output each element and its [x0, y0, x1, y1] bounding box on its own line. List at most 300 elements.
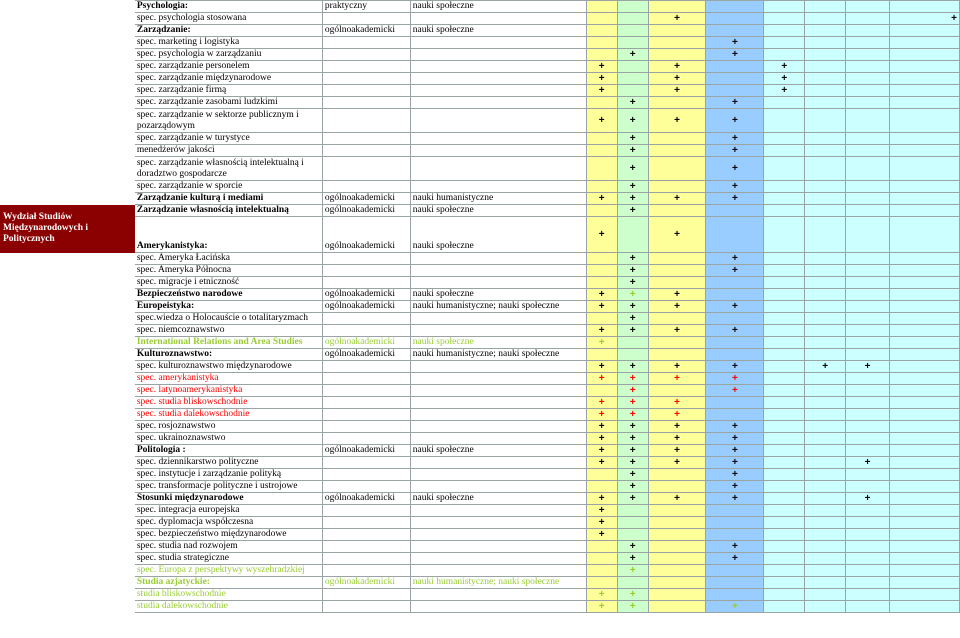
table-row: [1, 85, 960, 97]
blank-cell: [1, 541, 135, 553]
mark-cell: [890, 73, 960, 85]
program-profile: [322, 541, 410, 553]
mark-cell: [586, 25, 617, 37]
program-field: nauki społeczne: [410, 289, 586, 301]
mark-cell: [846, 385, 890, 397]
mark-cell: [586, 349, 617, 361]
mark-cell: +: [648, 457, 706, 469]
program-name: spec. dziennikarstwo polityczne: [134, 457, 322, 469]
mark-cell: [805, 25, 846, 37]
mark-cell: [846, 565, 890, 577]
program-field: nauki humanistyczne: [410, 193, 586, 205]
mark-cell: [890, 49, 960, 61]
mark-cell: [846, 469, 890, 481]
blank-cell: [1, 157, 135, 181]
mark-cell: [890, 445, 960, 457]
mark-cell: +: [706, 601, 764, 613]
blank-cell: [1, 61, 135, 73]
mark-cell: [805, 385, 846, 397]
mark-cell: +: [706, 493, 764, 505]
mark-cell: +: [706, 133, 764, 145]
mark-cell: +: [586, 109, 617, 133]
mark-cell: [706, 565, 764, 577]
mark-cell: [805, 109, 846, 133]
table-row: [1, 145, 960, 157]
mark-cell: [805, 457, 846, 469]
mark-cell: +: [617, 313, 648, 325]
program-name: Zarządzanie:: [134, 25, 322, 37]
program-profile: [322, 589, 410, 601]
program-field: [410, 517, 586, 529]
mark-cell: +: [617, 565, 648, 577]
table-row: [1, 409, 960, 421]
table-row: [1, 577, 960, 589]
mark-cell: +: [706, 37, 764, 49]
program-profile: [322, 433, 410, 445]
table-row: [1, 73, 960, 85]
mark-cell: [890, 517, 960, 529]
mark-cell: +: [586, 325, 617, 337]
mark-cell: +: [586, 409, 617, 421]
mark-cell: [706, 217, 764, 253]
mark-cell: +: [617, 481, 648, 493]
blank-cell: [1, 589, 135, 601]
program-field: nauki społeczne: [410, 1, 586, 13]
mark-cell: [617, 13, 648, 25]
mark-cell: [764, 349, 805, 361]
mark-cell: +: [586, 61, 617, 73]
mark-cell: [846, 25, 890, 37]
program-name: Amerykanistyka:: [134, 217, 322, 253]
table-row: [1, 457, 960, 469]
mark-cell: [890, 265, 960, 277]
mark-cell: [648, 265, 706, 277]
mark-cell: [648, 313, 706, 325]
mark-cell: [890, 37, 960, 49]
mark-cell: +: [617, 361, 648, 373]
table-row: [1, 25, 960, 37]
mark-cell: [706, 289, 764, 301]
program-name: spec. psychologia stosowana: [134, 13, 322, 25]
blank-cell: [1, 313, 135, 325]
blank-cell: [1, 601, 135, 613]
mark-cell: +: [706, 373, 764, 385]
mark-cell: +: [586, 85, 617, 97]
mark-cell: [846, 157, 890, 181]
mark-cell: [706, 397, 764, 409]
mark-cell: +: [706, 157, 764, 181]
mark-cell: [764, 181, 805, 193]
mark-cell: [617, 505, 648, 517]
mark-cell: [764, 433, 805, 445]
mark-cell: +: [617, 445, 648, 457]
mark-cell: +: [706, 385, 764, 397]
table-row: [1, 313, 960, 325]
program-profile: [322, 361, 410, 373]
blank-cell: [1, 445, 135, 457]
mark-cell: +: [586, 373, 617, 385]
mark-cell: [706, 349, 764, 361]
program-profile: [322, 49, 410, 61]
mark-cell: +: [648, 409, 706, 421]
mark-cell: +: [586, 589, 617, 601]
mark-cell: +: [648, 85, 706, 97]
mark-cell: +: [586, 397, 617, 409]
program-name: Studia azjatyckie:: [134, 577, 322, 589]
mark-cell: [805, 253, 846, 265]
mark-cell: +: [706, 361, 764, 373]
mark-cell: [805, 601, 846, 613]
mark-cell: [805, 589, 846, 601]
mark-cell: [890, 565, 960, 577]
mark-cell: [805, 289, 846, 301]
program-profile: ogólnoakademicki: [322, 301, 410, 313]
mark-cell: +: [764, 73, 805, 85]
mark-cell: [890, 289, 960, 301]
mark-cell: [648, 337, 706, 349]
program-name: Kulturoznawstwo:: [134, 349, 322, 361]
blank-cell: [1, 421, 135, 433]
mark-cell: [764, 337, 805, 349]
program-profile: [322, 457, 410, 469]
mark-cell: [890, 277, 960, 289]
mark-cell: [890, 217, 960, 253]
mark-cell: [764, 553, 805, 565]
mark-cell: [706, 73, 764, 85]
program-field: [410, 553, 586, 565]
program-field: [410, 85, 586, 97]
program-field: [410, 37, 586, 49]
program-name: Zarządzanie własnością intelektualną: [134, 205, 322, 217]
mark-cell: [648, 517, 706, 529]
program-field: [410, 565, 586, 577]
mark-cell: [706, 577, 764, 589]
blank-cell: [1, 469, 135, 481]
mark-cell: [805, 61, 846, 73]
program-name: Zarządzanie kulturą i mediami: [134, 193, 322, 205]
program-profile: [322, 385, 410, 397]
mark-cell: [764, 481, 805, 493]
mark-cell: [890, 385, 960, 397]
program-name: Bezpieczeństwo narodowe: [134, 289, 322, 301]
program-name: spec. rosjoznawstwo: [134, 421, 322, 433]
mark-cell: [617, 337, 648, 349]
mark-cell: +: [617, 49, 648, 61]
mark-cell: [648, 553, 706, 565]
mark-cell: [764, 157, 805, 181]
program-field: nauki społeczne: [410, 337, 586, 349]
program-field: [410, 157, 586, 181]
program-field: [410, 589, 586, 601]
mark-cell: [648, 1, 706, 13]
table-row: [1, 589, 960, 601]
program-name: spec. Ameryka Łacińska: [134, 253, 322, 265]
program-name: spec. zarządzanie w sporcie: [134, 181, 322, 193]
blank-cell: [1, 505, 135, 517]
mark-cell: +: [586, 217, 617, 253]
mark-cell: +: [617, 133, 648, 145]
mark-cell: [805, 133, 846, 145]
blank-cell: [1, 565, 135, 577]
program-name: studia dalekowschodnie: [134, 601, 322, 613]
mark-cell: [648, 157, 706, 181]
mark-cell: +: [586, 445, 617, 457]
program-profile: [322, 481, 410, 493]
program-field: [410, 13, 586, 25]
mark-cell: +: [617, 589, 648, 601]
mark-cell: [706, 529, 764, 541]
blank-cell: [1, 349, 135, 361]
program-field: [410, 601, 586, 613]
mark-cell: [846, 181, 890, 193]
table-row: [1, 349, 960, 361]
blank-cell: [1, 325, 135, 337]
mark-cell: +: [648, 433, 706, 445]
table-row: [1, 1, 960, 13]
mark-cell: [890, 373, 960, 385]
mark-cell: [805, 505, 846, 517]
mark-cell: [805, 541, 846, 553]
mark-cell: [764, 37, 805, 49]
blank-cell: [1, 265, 135, 277]
mark-cell: +: [648, 61, 706, 73]
mark-cell: +: [617, 265, 648, 277]
program-field: [410, 433, 586, 445]
program-field: [410, 541, 586, 553]
blank-cell: [1, 277, 135, 289]
mark-cell: [764, 277, 805, 289]
mark-cell: [890, 25, 960, 37]
mark-cell: +: [648, 193, 706, 205]
blank-cell: [1, 337, 135, 349]
mark-cell: +: [764, 61, 805, 73]
mark-cell: [706, 61, 764, 73]
mark-cell: +: [617, 493, 648, 505]
mark-cell: [586, 133, 617, 145]
mark-cell: [586, 145, 617, 157]
program-field: [410, 133, 586, 145]
table-row: [1, 373, 960, 385]
mark-cell: +: [586, 493, 617, 505]
mark-cell: [586, 577, 617, 589]
program-name: spec. Ameryka Północna: [134, 265, 322, 277]
mark-cell: +: [586, 433, 617, 445]
program-profile: ogólnoakademicki: [322, 349, 410, 361]
mark-cell: +: [617, 277, 648, 289]
mark-cell: +: [586, 421, 617, 433]
mark-cell: [890, 1, 960, 13]
mark-cell: [617, 85, 648, 97]
mark-cell: +: [706, 145, 764, 157]
program-profile: [322, 37, 410, 49]
mark-cell: [805, 157, 846, 181]
mark-cell: [586, 181, 617, 193]
mark-cell: [805, 85, 846, 97]
mark-cell: [846, 265, 890, 277]
program-field: [410, 505, 586, 517]
program-name: Europeistyka:: [134, 301, 322, 313]
mark-cell: +: [846, 493, 890, 505]
blank-cell: [1, 253, 135, 265]
mark-cell: [805, 181, 846, 193]
program-field: nauki społeczne: [410, 25, 586, 37]
mark-cell: +: [706, 457, 764, 469]
mark-cell: [890, 109, 960, 133]
program-profile: ogólnoakademicki: [322, 193, 410, 205]
mark-cell: [764, 265, 805, 277]
table-row: [1, 553, 960, 565]
mark-cell: [890, 397, 960, 409]
table-row: [1, 289, 960, 301]
program-profile: [322, 517, 410, 529]
mark-cell: [648, 385, 706, 397]
mark-cell: [805, 481, 846, 493]
mark-cell: [648, 469, 706, 481]
mark-cell: +: [706, 481, 764, 493]
mark-cell: [706, 277, 764, 289]
mark-cell: [890, 409, 960, 421]
mark-cell: [586, 49, 617, 61]
mark-cell: [805, 97, 846, 109]
mark-cell: +: [617, 301, 648, 313]
mark-cell: +: [648, 13, 706, 25]
program-field: [410, 457, 586, 469]
mark-cell: [648, 577, 706, 589]
mark-cell: [890, 469, 960, 481]
program-profile: [322, 253, 410, 265]
table-row: [1, 109, 960, 133]
table-row: [1, 217, 960, 253]
program-field: nauki humanistyczne; nauki społeczne: [410, 577, 586, 589]
mark-cell: [764, 493, 805, 505]
program-profile: ogólnoakademicki: [322, 289, 410, 301]
program-field: [410, 529, 586, 541]
blank-cell: [1, 301, 135, 313]
program-profile: [322, 61, 410, 73]
mark-cell: [617, 217, 648, 253]
mark-cell: [764, 1, 805, 13]
mark-cell: [890, 601, 960, 613]
mark-cell: [805, 409, 846, 421]
mark-cell: [805, 325, 846, 337]
mark-cell: [805, 553, 846, 565]
mark-cell: [586, 205, 617, 217]
mark-cell: [764, 289, 805, 301]
mark-cell: [764, 49, 805, 61]
mark-cell: [648, 277, 706, 289]
mark-cell: [890, 481, 960, 493]
mark-cell: [846, 397, 890, 409]
program-field: [410, 145, 586, 157]
table-row: [1, 601, 960, 613]
table-row: [1, 277, 960, 289]
mark-cell: [706, 517, 764, 529]
mark-cell: [890, 577, 960, 589]
blank-cell: [1, 493, 135, 505]
table-row: [1, 37, 960, 49]
program-profile: [322, 325, 410, 337]
mark-cell: [764, 217, 805, 253]
mark-cell: [846, 85, 890, 97]
mark-cell: [648, 133, 706, 145]
program-profile: [322, 553, 410, 565]
mark-cell: [846, 109, 890, 133]
mark-cell: [846, 577, 890, 589]
mark-cell: [890, 145, 960, 157]
mark-cell: +: [586, 193, 617, 205]
program-profile: ogólnoakademicki: [322, 337, 410, 349]
mark-cell: [706, 13, 764, 25]
table-row: [1, 565, 960, 577]
program-name: spec. zarządzanie zasobami ludzkimi: [134, 97, 322, 109]
mark-cell: [805, 349, 846, 361]
mark-cell: [764, 313, 805, 325]
table-row: [1, 13, 960, 25]
program-field: [410, 181, 586, 193]
mark-cell: +: [586, 529, 617, 541]
mark-cell: [617, 61, 648, 73]
mark-cell: [805, 337, 846, 349]
mark-cell: [805, 469, 846, 481]
table-row: [1, 97, 960, 109]
mark-cell: [764, 457, 805, 469]
mark-cell: +: [617, 601, 648, 613]
blank-cell: [1, 73, 135, 85]
table-row: [1, 397, 960, 409]
mark-cell: [706, 205, 764, 217]
table-row: [1, 421, 960, 433]
mark-cell: [890, 133, 960, 145]
mark-cell: +: [648, 325, 706, 337]
program-profile: [322, 421, 410, 433]
mark-cell: +: [586, 457, 617, 469]
table-row: [1, 133, 960, 145]
mark-cell: [764, 541, 805, 553]
mark-cell: +: [617, 109, 648, 133]
mark-cell: +: [648, 73, 706, 85]
mark-cell: [846, 409, 890, 421]
table-row: [1, 61, 960, 73]
mark-cell: +: [586, 73, 617, 85]
table-row: [1, 469, 960, 481]
mark-cell: +: [648, 217, 706, 253]
mark-cell: +: [617, 421, 648, 433]
mark-cell: [648, 97, 706, 109]
mark-cell: [617, 25, 648, 37]
mark-cell: [846, 277, 890, 289]
program-name: studia bliskowschodnie: [134, 589, 322, 601]
mark-cell: [764, 589, 805, 601]
mark-cell: [617, 529, 648, 541]
mark-cell: +: [617, 97, 648, 109]
mark-cell: [846, 301, 890, 313]
mark-cell: [890, 505, 960, 517]
mark-cell: [586, 97, 617, 109]
mark-cell: [805, 73, 846, 85]
table-row: [1, 505, 960, 517]
mark-cell: [706, 25, 764, 37]
mark-cell: [805, 1, 846, 13]
table-row: [1, 337, 960, 349]
mark-cell: [706, 505, 764, 517]
mark-cell: [805, 445, 846, 457]
mark-cell: [764, 445, 805, 457]
mark-cell: [846, 529, 890, 541]
table-row: [1, 385, 960, 397]
program-name: spec. studia bliskowschodnie: [134, 397, 322, 409]
mark-cell: [648, 529, 706, 541]
mark-cell: +: [648, 289, 706, 301]
